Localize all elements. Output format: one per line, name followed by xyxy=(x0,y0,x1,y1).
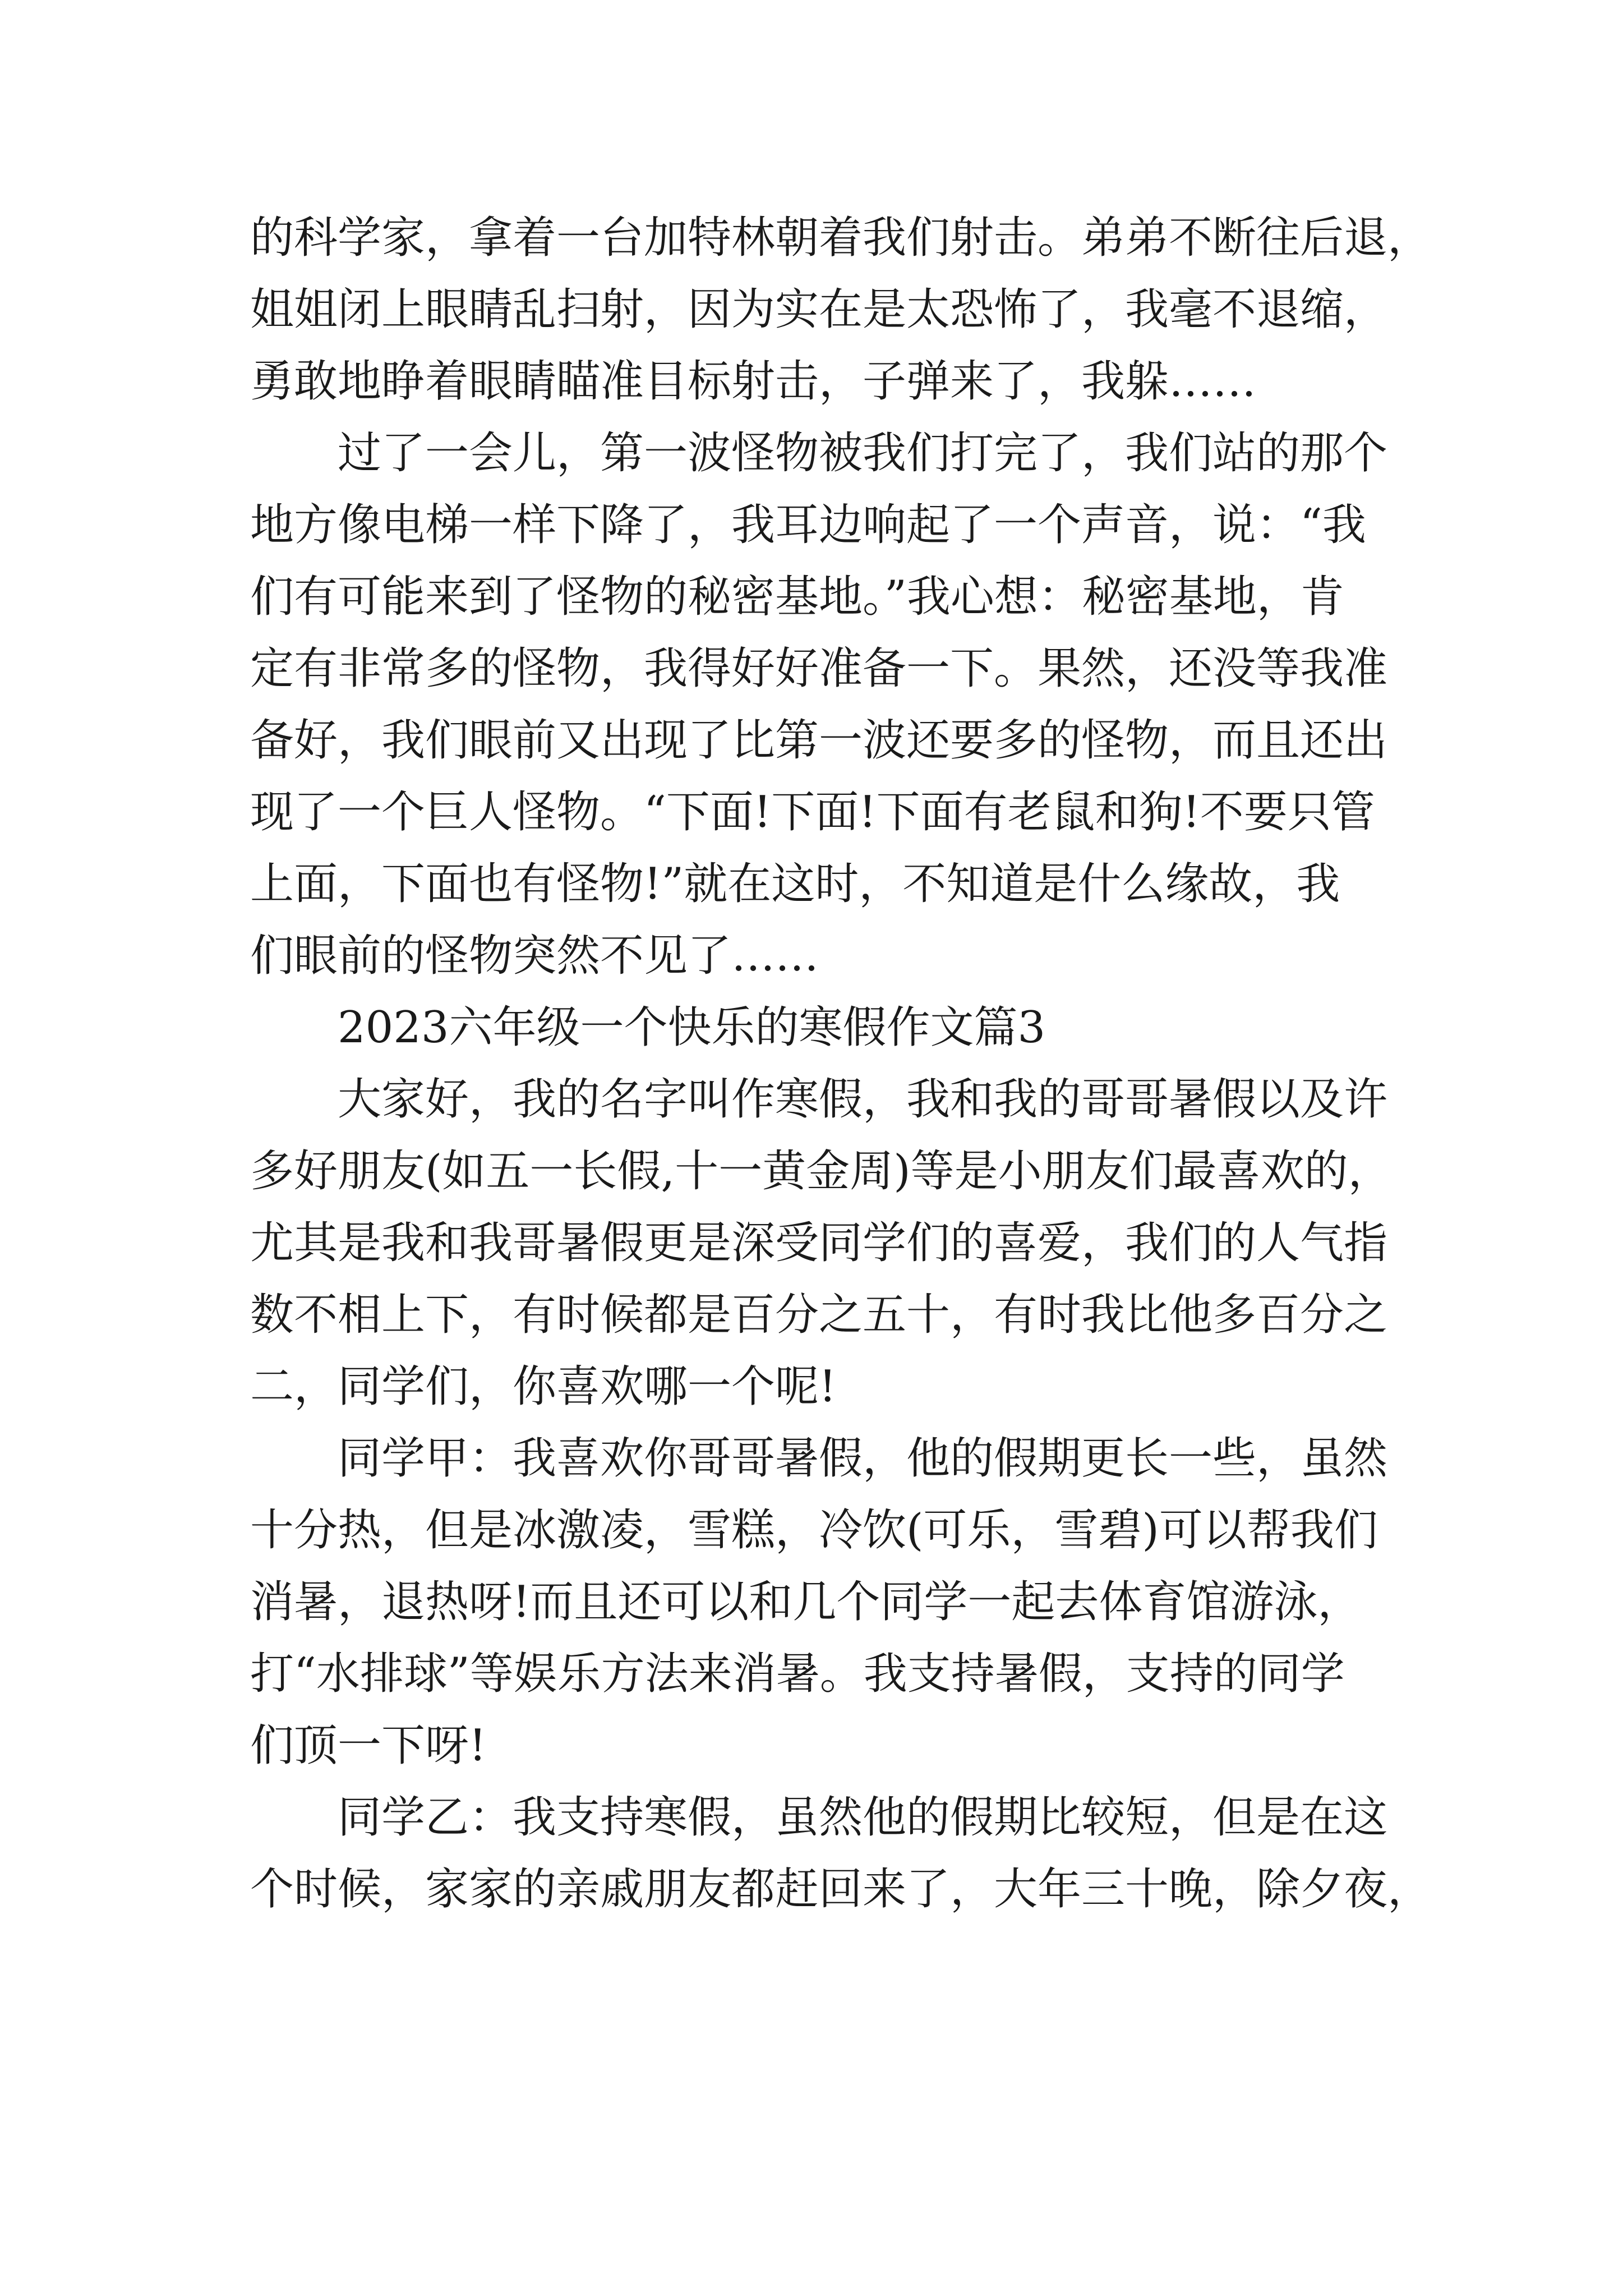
text-line: 们顶一下呀! xyxy=(250,1720,487,1771)
text-line: 二，同学们，你喜欢哪一个呢! xyxy=(250,1361,837,1412)
text-line: 2023六年级一个快乐的寒假作文篇3 xyxy=(338,1002,1046,1053)
text-line: 们眼前的怪物突然不见了…… xyxy=(250,931,819,981)
document-body xyxy=(250,202,1432,1925)
text-line: 十分热，但是冰激凌，雪糕，冷饮(可乐，雪碧)可以帮我们 xyxy=(250,1505,1378,1556)
text-line: 打“水排球”等娱乐方法来消暑。我支持暑假，支持的同学 xyxy=(250,1649,1345,1699)
text-line: 多好朋友(如五一长假,十一黄金周)等是小朋友们最喜欢的， xyxy=(250,1146,1392,1197)
text-line: 现了一个巨人怪物。“下面!下面!下面有老鼠和狗!不要只管 xyxy=(250,787,1375,838)
text-line: 同学甲：我喜欢你哥哥暑假，他的假期更长一些，虽然 xyxy=(338,1433,1388,1484)
text-line: 上面，下面也有怪物!”就在这时，不知道是什么缘故，我 xyxy=(250,859,1340,909)
text-line: 们有可能来到了怪物的秘密基地。”我心想：秘密基地，肯 xyxy=(250,572,1344,622)
text-line: 地方像电梯一样下降了，我耳边响起了一个声音，说：“我 xyxy=(250,500,1366,550)
text-line: 姐姐闭上眼睛乱扫射，因为实在是太恐怖了，我毫不退缩， xyxy=(250,284,1388,335)
text-line: 的科学家，拿着一台加特林朝着我们射击。弟弟不断往后退， xyxy=(250,213,1432,263)
text-line: 数不相上下，有时候都是百分之五十，有时我比他多百分之 xyxy=(250,1290,1388,1340)
text-line: 个时候，家家的亲戚朋友都赶回来了，大年三十晚，除夕夜， xyxy=(250,1864,1432,1915)
text-line: 过了一会儿，第一波怪物被我们打完了，我们站的那个 xyxy=(338,428,1388,478)
text-line: 同学乙：我支持寒假，虽然他的假期比较短，但是在这 xyxy=(338,1792,1388,1843)
text-line: 定有非常多的怪物，我得好好准备一下。果然，还没等我准 xyxy=(250,643,1388,694)
text-line: 勇敢地睁着眼睛瞄准目标射击，子弹来了，我躲…… xyxy=(250,356,1257,407)
text-line: 尤其是我和我哥暑假更是深受同学们的喜爱，我们的人气指 xyxy=(250,1218,1388,1268)
text-line: 备好，我们眼前又出现了比第一波还要多的怪物，而且还出 xyxy=(250,715,1388,766)
text-line: 消暑，退热呀!而且还可以和几个同学一起去体育馆游泳， xyxy=(250,1577,1362,1627)
text-line: 大家好，我的名字叫作寒假，我和我的哥哥暑假以及许 xyxy=(338,1074,1388,1125)
